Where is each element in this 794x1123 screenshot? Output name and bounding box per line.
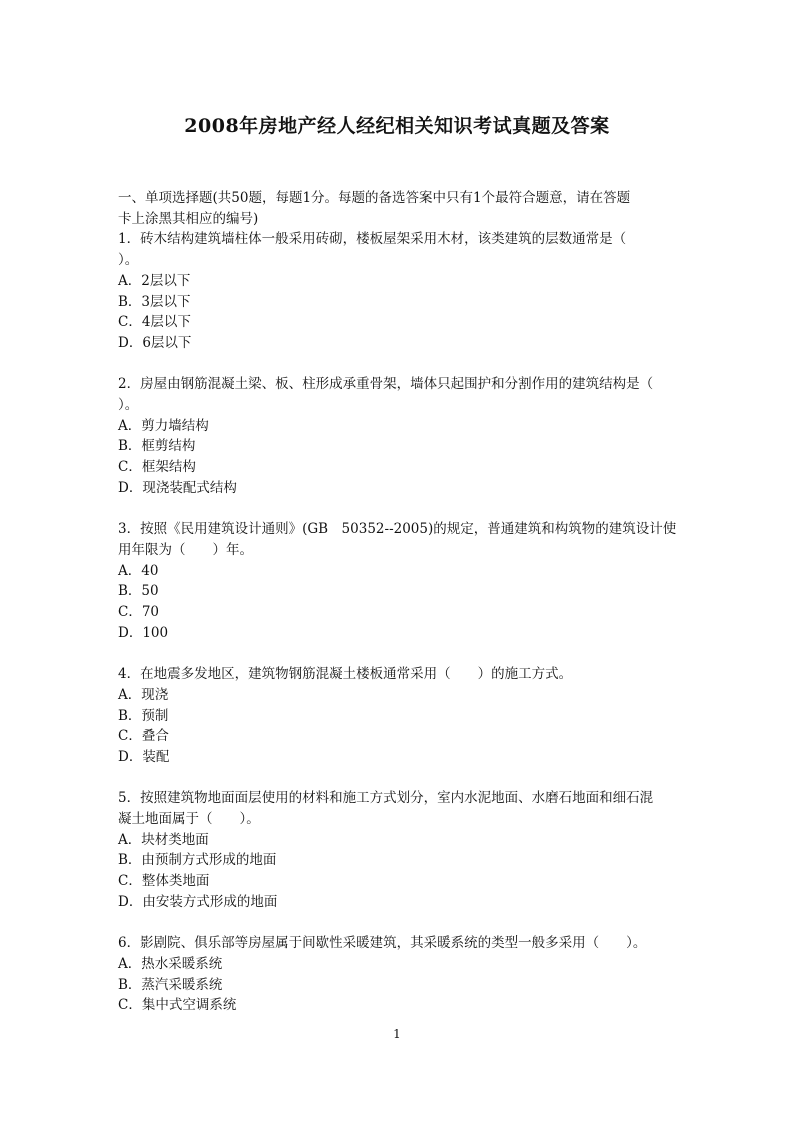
paragraph-gap xyxy=(118,499,678,520)
section-header-line: 卡上涂黑其相应的编号) xyxy=(118,210,259,227)
question-1 xyxy=(118,229,678,353)
answer-option: A．块材类地面 xyxy=(118,831,209,848)
answer-option: D．6层以下 xyxy=(118,334,192,351)
question-stem-line: 5．按照建筑物地面面层使用的材料和施工方式划分，室内水泥地面、水磨石地面和细石混 xyxy=(118,790,654,807)
question-5 xyxy=(118,788,678,912)
answer-option: B．由预制方式形成的地面 xyxy=(118,852,277,869)
answer-option: B．3层以下 xyxy=(118,293,191,310)
answer-option: C．叠合 xyxy=(118,728,169,745)
section-header-line: 一、单项选择题(共50题，每题1分。每题的备选答案中只有1个最符合题意，请在答题 xyxy=(118,190,631,206)
document-body xyxy=(118,188,678,1016)
question-stem-line: 1．砖木结构建筑墙柱体一般采用砖砌，楼板屋架采用木材，该类建筑的层数通常是（ xyxy=(118,231,627,248)
answer-option: B．框剪结构 xyxy=(118,438,196,455)
answer-option: C．集中式空调系统 xyxy=(118,997,237,1014)
answer-option: A．40 xyxy=(118,562,159,579)
question-stem-line: 4．在地震多发地区，建筑物钢筋混凝土楼板通常采用（ ）的施工方式。 xyxy=(118,666,573,683)
answer-option: D．由安装方式形成的地面 xyxy=(118,893,278,910)
answer-option: C．整体类地面 xyxy=(118,873,210,890)
answer-option: C．框架结构 xyxy=(118,459,196,476)
answer-option: A．2层以下 xyxy=(118,272,191,289)
paragraph-gap xyxy=(118,354,678,375)
question-4 xyxy=(118,664,678,768)
question-stem-line: ）。 xyxy=(118,397,139,414)
question-stem-line: 凝土地面属于（ ）。 xyxy=(118,811,260,828)
question-stem-line: 2．房屋由钢筋混凝土梁、板、柱形成承重骨架，墙体只起围护和分割作用的建筑结构是（ xyxy=(118,376,654,393)
answer-option: B．预制 xyxy=(118,707,169,724)
question-2 xyxy=(118,374,678,498)
question-6 xyxy=(118,933,678,1016)
page-number: 1 xyxy=(393,1027,401,1041)
answer-option: C．4层以下 xyxy=(118,314,191,331)
paragraph-gap xyxy=(118,768,678,789)
question-3 xyxy=(118,519,678,643)
answer-option: A．剪力墙结构 xyxy=(118,417,209,434)
question-stem-line: ）。 xyxy=(118,252,139,269)
answer-option: A．热水采暖系统 xyxy=(118,955,223,972)
paragraph-gap xyxy=(118,643,678,664)
question-stem-line: 用年限为（ ）年。 xyxy=(118,541,253,558)
question-stem-line: 3．按照《民用建筑设计通则》(GB 50352--2005)的规定，普通建筑和构筑物的建筑设计使 xyxy=(118,521,677,538)
answer-option: C．70 xyxy=(118,604,160,621)
answer-option: D．现浇装配式结构 xyxy=(118,479,237,496)
document-title: 2008年房地产经人经纪相关知识考试真题及答案 xyxy=(184,115,610,137)
answer-option: B．50 xyxy=(118,583,159,600)
answer-option: D．100 xyxy=(118,624,169,641)
answer-option: B．蒸汽采暖系统 xyxy=(118,976,223,993)
answer-option: A．现浇 xyxy=(118,686,169,703)
paragraph-gap xyxy=(118,913,678,934)
answer-option: D．装配 xyxy=(118,748,170,765)
question-stem-line: 6．影剧院、俱乐部等房屋属于间歇性采暖建筑，其采暖系统的类型一般多采用（ ）。 xyxy=(118,935,647,952)
